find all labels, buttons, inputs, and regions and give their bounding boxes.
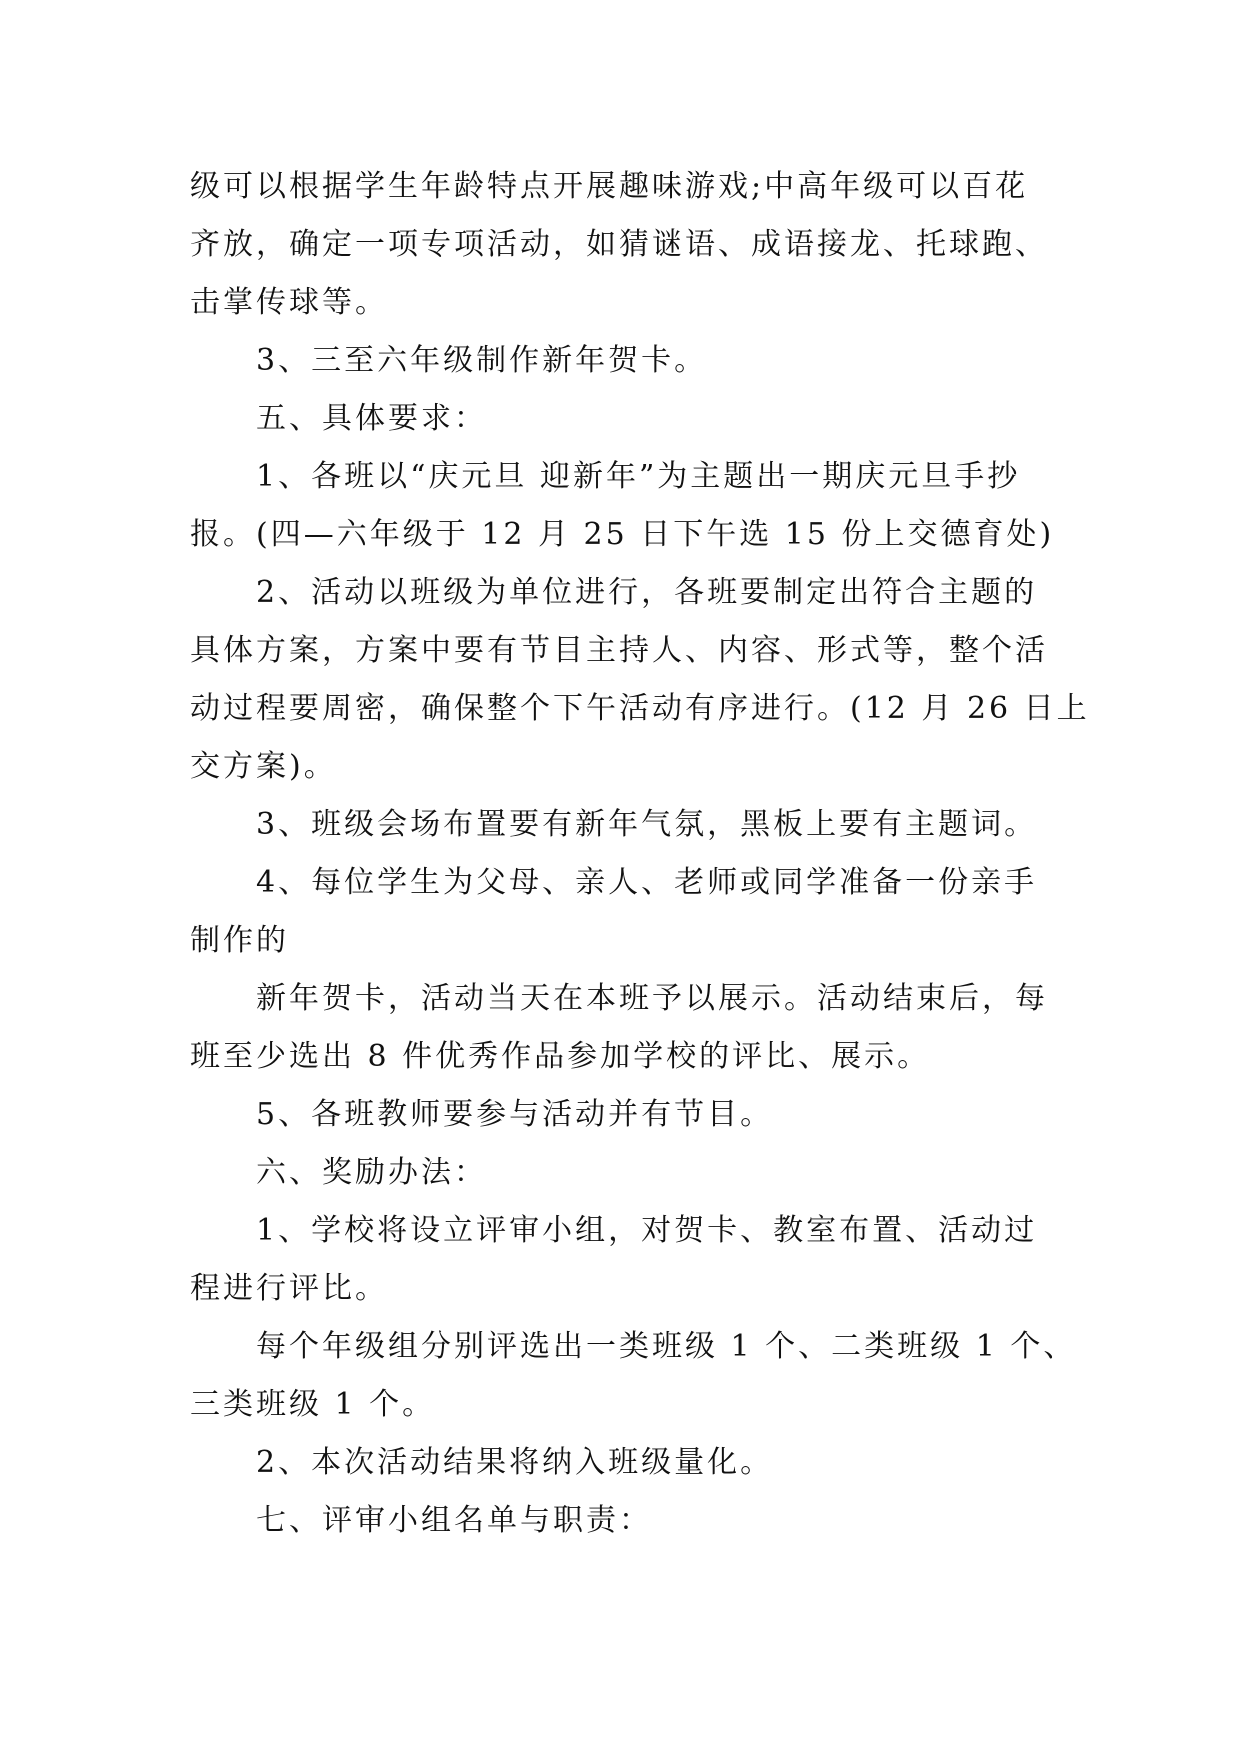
text-line: 程进行评比。 — [190, 1271, 388, 1306]
text-line: 级可以根据学生年龄特点开展趣味游戏;中高年级可以百花 — [190, 169, 1029, 204]
text-line: 制作的 — [190, 923, 289, 958]
text-line: 击掌传球等。 — [190, 285, 388, 320]
text-line: 具体方案，方案中要有节目主持人、内容、形式等，整个活 — [190, 633, 1048, 668]
section-heading: 六、奖励办法： — [256, 1155, 487, 1190]
text-line: 4、每位学生为父母、亲人、老师或同学准备一份亲手 — [256, 865, 1038, 900]
text-line: 齐放，确定一项专项活动，如猜谜语、成语接龙、托球跑、 — [190, 227, 1048, 262]
section-heading: 五、具体要求： — [256, 401, 487, 436]
text-line: 动过程要周密，确保整个下午活动有序进行。(12 月 26 日上 — [190, 691, 1090, 726]
text-line: 报。(四—六年级于 12 月 25 日下午选 15 份上交德育处) — [190, 517, 1055, 552]
text-line: 1、学校将设立评审小组，对贺卡、教室布置、活动过 — [256, 1213, 1038, 1248]
text-line: 三类班级 1 个。 — [190, 1387, 436, 1422]
text-line: 3、三至六年级制作新年贺卡。 — [256, 343, 708, 378]
document-body — [190, 158, 1090, 1550]
text-line: 2、活动以班级为单位进行，各班要制定出符合主题的 — [256, 575, 1038, 610]
section-heading: 七、评审小组名单与职责： — [256, 1503, 652, 1538]
text-line: 3、班级会场布置要有新年气氛，黑板上要有主题词。 — [256, 807, 1038, 842]
text-line: 5、各班教师要参与活动并有节目。 — [256, 1097, 774, 1132]
text-line: 1、各班以“庆元旦 迎新年”为主题出一期庆元旦手抄 — [256, 459, 1021, 494]
text-line: 新年贺卡，活动当天在本班予以展示。活动结束后，每 — [256, 981, 1048, 1016]
text-line: 每个年级组分别评选出一类班级 1 个、二类班级 1 个、 — [256, 1329, 1077, 1364]
text-line: 交方案)。 — [190, 749, 337, 784]
text-line: 2、本次活动结果将纳入班级量化。 — [256, 1445, 774, 1480]
text-line: 班至少选出 8 件优秀作品参加学校的评比、展示。 — [190, 1039, 931, 1074]
